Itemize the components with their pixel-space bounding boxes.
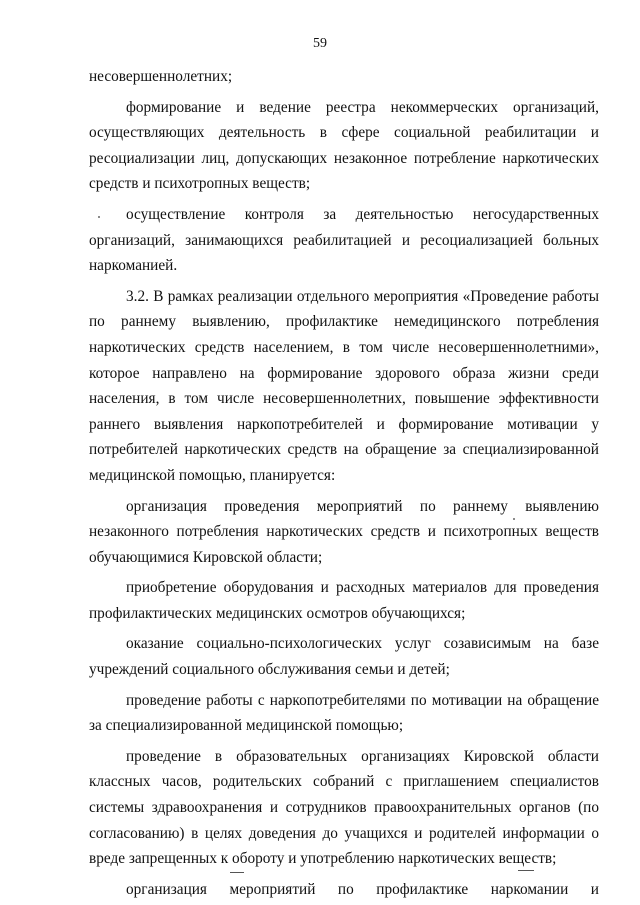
paragraph: 3.2. В рамках реализации отдельного мероприятия «Проведение работы по раннему выявлению, профилактике немедицинского потребления наркотических средств населением, в том числе несовершеннолетними», которое направлено на формирование здорового образа жизни среди населения, в том числе несовершеннолетних, повышение эффективности раннего выявления наркопотребителей и формирование мотивации у потребителей наркотических средств на обращение за специализированной медицинской помощью, планируется: bbox=[89, 287, 599, 484]
scan-mark bbox=[518, 870, 534, 871]
paragraph: проведение работы с наркопотребителями по мотивации на обращение за специализированной медицинской помощью; bbox=[89, 691, 599, 735]
scan-speck bbox=[513, 518, 515, 520]
paragraph: оказание социально-психологических услуг созависимым на базе учреждений социального обслуживания семьи и детей; bbox=[89, 635, 599, 679]
paragraph: формирование и ведение реестра некоммерческих организаций, осуществляющих деятельность в сфере социальной реабилитации и ресоциализации лиц, допускающих незаконное потребление наркотических средств и психотропных веществ; bbox=[89, 98, 599, 193]
page-number: 59 bbox=[313, 36, 327, 51]
paragraph: приобретение оборудования и расходных материалов для проведения профилактических медицинских осмотров обучающихся; bbox=[89, 579, 599, 622]
scan-speck bbox=[98, 216, 100, 218]
paragraph: проведение в образовательных организациях Кировской области классных часов, родительских собраний с приглашением специалистов системы здравоохранения и сотрудников правоохранительных органов (по согласованию) в целях доведения до учащихся и родителей информации о вреде запрещенных к обороту и употреблению наркотических веществ; bbox=[89, 747, 599, 868]
paragraph: организация проведения мероприятий по раннему выявлению незаконного потребления наркотических средств и психотропных веществ обучающимися Кировской области; bbox=[89, 497, 599, 566]
paragraph: несовершеннолетних; bbox=[89, 68, 233, 85]
paragraph: организация мероприятий по профилактике наркомании и bbox=[126, 880, 599, 898]
document-body bbox=[89, 64, 599, 902]
scan-mark bbox=[230, 872, 244, 873]
paragraph: осуществление контроля за деятельностью негосударственных организаций, занимающихся реабилитацией и ресоциализацией больных наркоманией. bbox=[89, 205, 599, 275]
